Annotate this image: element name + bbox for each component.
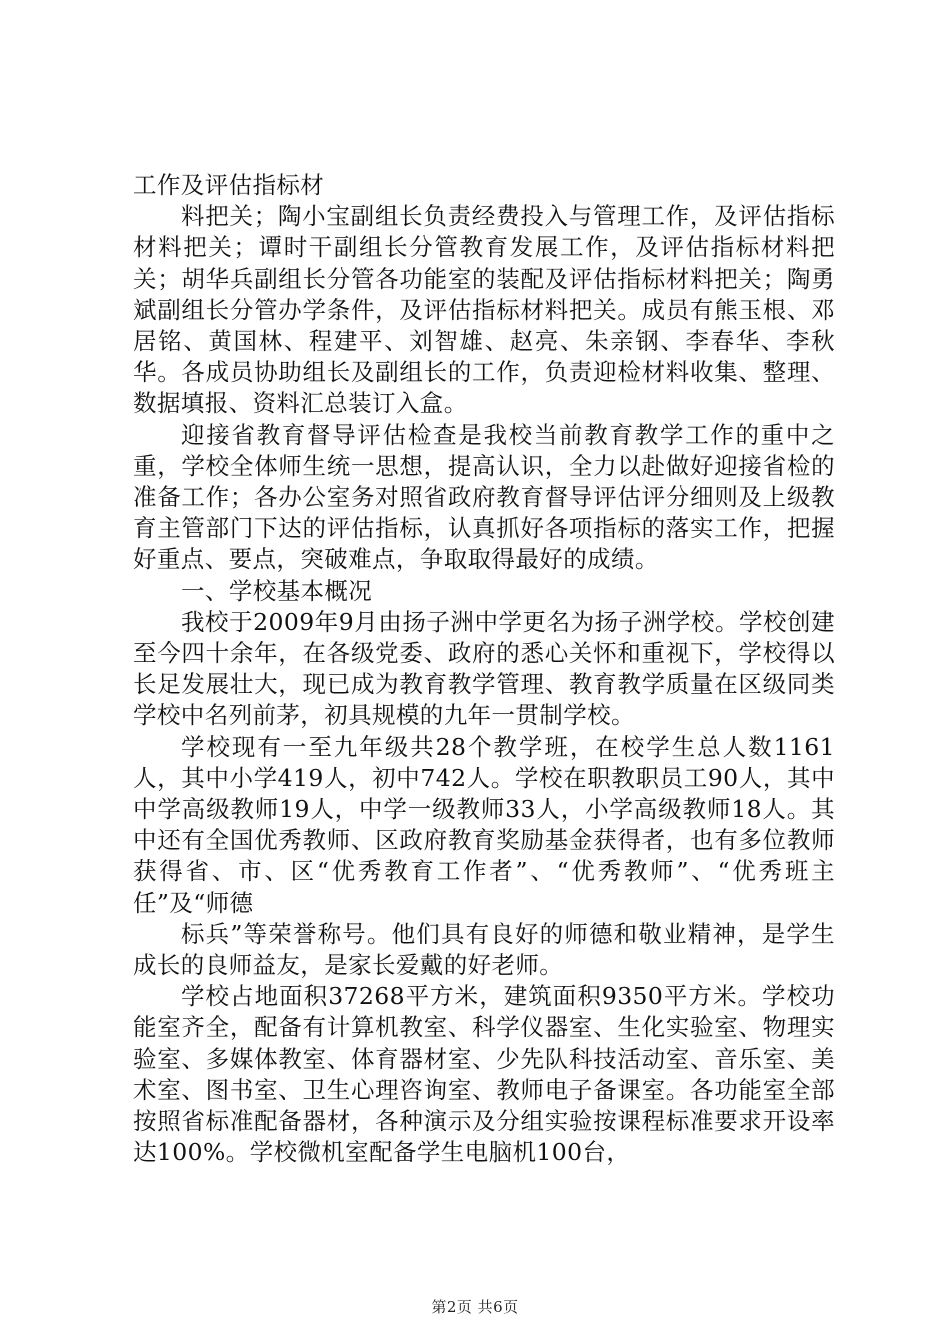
paragraph-school-history: 我校于2009年9月由扬子洲中学更名为扬子洲学校。学校创建至今四十余年，在各级党委、政府的悉心关怀和重视下，学校得以长足发展壮大，现已成为教育教学管理、教育教学质量在区级同类学校中名列前茅，初具规模的九年一贯制学校。 — [133, 607, 835, 730]
page-number-footer: 第2页 共6页 — [431, 1298, 519, 1316]
paragraph-classes-and-staff: 学校现有一至九年级共28个教学班，在校学生总人数1161人，其中小学419人，初中742人。学校在职教职员工90人，其中中学高级教师19人，中学一级教师33人，小学高级教师18人。其中还有全国优秀教师、区政府教育奖励基金获得者，也有多位教师获得省、市、区“优秀教育工作者”、“优秀教师”、“优秀班主任”及“师德 — [133, 732, 835, 917]
paragraph-facilities: 学校占地面积37268平方米，建筑面积9350平方米。学校功能室齐全，配备有计算机教室、科学仪器室、生化实验室、物理实验室、多媒体教室、体育器材室、少先队科技活动室、音乐室、美术室、图书室、卫生心理咨询室、教师电子备课室。各功能室全部按照省标准配备器材，各种演示及分组实验按课程标准要求开设率达100%。学校微机室配备学生电脑机100台， — [133, 982, 835, 1167]
paragraph-honors-continuation: 标兵”等荣誉称号。他们具有良好的师德和敬业精神，是学生成长的良师益友，是家长爱戴的好老师。 — [133, 919, 835, 980]
paragraph-inspection-preparation: 迎接省教育督导评估检查是我校当前教育教学工作的重中之重，学校全体师生统一思想，提高认识，全力以赴做好迎接省检的准备工作；各办公室务对照省政府教育督导评估评分细则及上级教育主管部门下达的评估指标，认真抓好各项指标的落实工作，把握好重点、要点，突破难点，争取取得最好的成绩。 — [133, 420, 835, 574]
paragraph-continuation-title: 工作及评估指标材 — [133, 171, 325, 199]
paragraph-leadership-duties: 料把关；陶小宝副组长负责经费投入与管理工作，及评估指标材料把关；谭时干副组长分管教育发展工作，及评估指标材料把关；胡华兵副组长分管各功能室的装配及评估指标材料把关；陶勇斌副组长分管办学条件，及评估指标材料把关。成员有熊玉根、邓居铭、黄国林、程建平、刘智雄、赵亮、朱亲钢、李春华、李秋华。各成员协助组长及副组长的工作，负责迎检材料收集、整理、数据填报、资料汇总装订入盒。 — [133, 202, 835, 418]
section-heading-school-overview: 一、学校基本概况 — [181, 576, 373, 605]
document-body — [133, 170, 835, 1169]
